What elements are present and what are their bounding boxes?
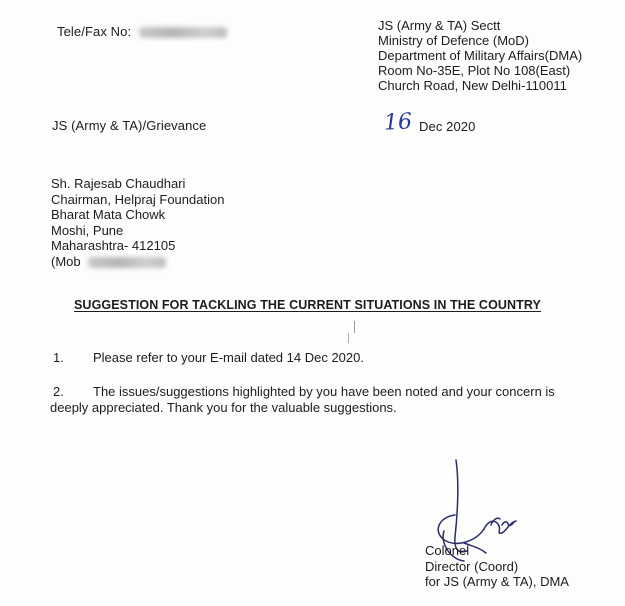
office-line-2: Ministry of Defence (MoD): [378, 33, 529, 48]
office-line-4: Room No-35E, Plot No 108(East): [378, 63, 571, 78]
mobile-label: (Mob: [51, 253, 81, 269]
redacted-fax-number: [139, 27, 227, 38]
signatory-designation: Director (Coord): [425, 558, 519, 574]
signatory-office: for JS (Army & TA), DMA: [425, 574, 569, 589]
redacted-mobile-number: [88, 257, 166, 268]
reference-number: JS (Army & TA)/Grievance: [52, 118, 207, 133]
recipient-line-5: Maharashtra- 412105: [51, 238, 176, 253]
telefax-label: Tele/Fax No:: [57, 24, 132, 39]
stray-mark: [348, 333, 349, 343]
office-line-1: JS (Army & TA) Sectt: [378, 18, 501, 33]
recipient-line-2: Chairman, Helpraj Foundation: [51, 191, 225, 207]
stray-mark: [354, 321, 355, 333]
paragraph-2-number: 2.: [53, 384, 64, 399]
telefax-line: [57, 24, 227, 40]
recipient-line-1: Sh. Rajesab Chaudhari: [51, 176, 186, 191]
office-address: [378, 18, 582, 93]
recipient-line-4: Moshi, Pune: [51, 222, 124, 238]
recipient-address: [51, 176, 224, 269]
office-line-5: Church Road, New Delhi-110011: [378, 78, 567, 93]
recipient-line-3: Bharat Mata Chowk: [51, 207, 166, 222]
office-line-3: Department of Military Affairs(DMA): [378, 48, 583, 63]
paragraph-2-line-2: deeply appreciated. Thank you for the valuable suggestions.: [50, 400, 397, 415]
date-month-year: Dec 2020: [419, 119, 476, 134]
signatory-block: [425, 543, 569, 590]
paragraph-1-number: 1.: [53, 350, 64, 365]
handwritten-date-day: 16: [383, 109, 413, 136]
signatory-rank: Colonel: [425, 543, 470, 558]
paragraph-1-text: Please refer to your E-mail dated 14 Dec 2020.: [93, 350, 364, 365]
paragraph-2-line-1: The issues/suggestions highlighted by you have been noted and your concern is: [93, 384, 555, 399]
letter-subject: SUGGESTION FOR TACKLING THE CURRENT SITUATIONS IN THE COUNTRY: [74, 298, 541, 312]
recipient-mobile-line: [51, 254, 224, 270]
